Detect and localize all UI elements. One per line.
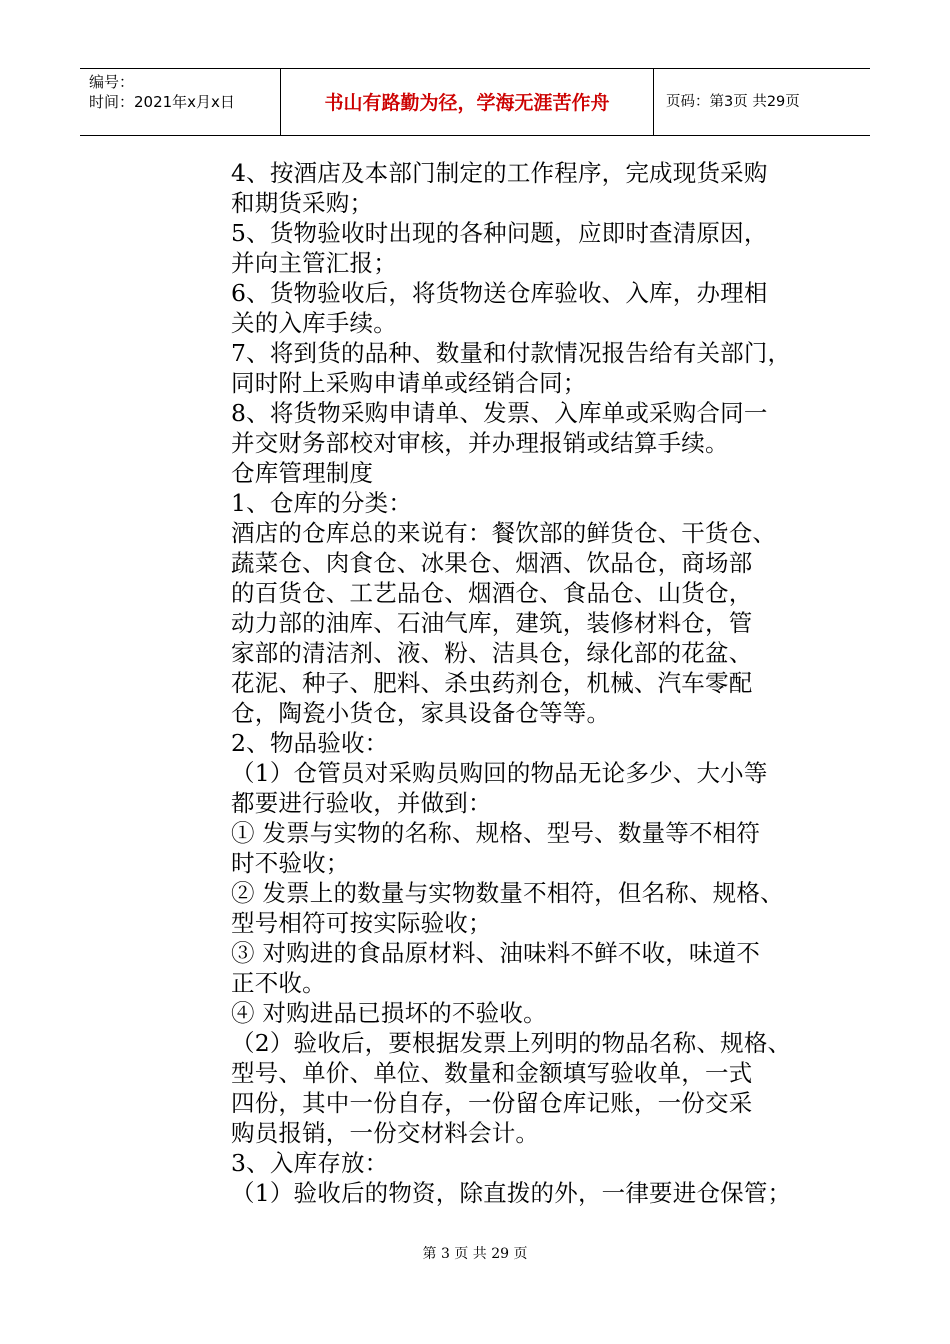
- header-motto-cell: [281, 69, 654, 135]
- header-motto: 书山有路勤为径，学海无涯苦作舟: [324, 92, 610, 114]
- page-footer: 第 3 页 共 29 页: [422, 1246, 528, 1262]
- body-line: 仓库管理制度: [231, 459, 374, 487]
- body-line: （1）仓管员对采购员购回的物品无论多少、大小等: [231, 759, 768, 787]
- body-line: 和期货采购；: [231, 189, 374, 217]
- body-line: 动力部的油库、石油气库，建筑，装修材料仓，管: [231, 609, 753, 637]
- body-line: 关的入库手续。: [231, 309, 397, 337]
- body-line: 正不收。: [231, 969, 326, 997]
- body-line: 型号相符可按实际验收；: [231, 909, 492, 937]
- body-line: （1）验收后的物资，除直拨的外，一律要进仓保管；: [231, 1179, 792, 1207]
- body-line: ③ 对购进的食品原材料、油味料不鲜不收，味道不: [231, 939, 761, 967]
- body-line: 8、将货物采购申请单、发票、入库单或采购合同一: [231, 399, 768, 427]
- body-line: 同时附上采购申请单或经销合同；: [231, 369, 587, 397]
- body-line: 1、仓库的分类：: [231, 489, 413, 517]
- header-page-cell: [654, 69, 870, 135]
- body-line: 型号、单价、单位、数量和金额填写验收单，一式: [231, 1059, 753, 1087]
- body-line: 四份，其中一份自存，一份留仓库记账，一份交采: [231, 1089, 753, 1117]
- document-number: 编号：: [89, 73, 135, 91]
- body-line: 仓，陶瓷小货仓，家具设备仓等等。: [231, 699, 611, 727]
- body-line: ② 发票上的数量与实物数量不相符，但名称、规格、: [231, 879, 784, 907]
- body-line: （2）验收后，要根据发票上列明的物品名称、规格、: [231, 1029, 792, 1057]
- body-line: 6、货物验收后，将货物送仓库验收、入库，办理相: [231, 279, 768, 307]
- body-line: 家部的清洁剂、液、粉、洁具仓，绿化部的花盆、: [231, 639, 753, 667]
- document-body: [231, 158, 831, 1208]
- body-line: ④ 对购进品已损坏的不验收。: [231, 999, 547, 1027]
- body-line: 2、物品验收：: [231, 729, 389, 757]
- document-time: 时间：2021年x月x日: [89, 93, 235, 111]
- body-line: 酒店的仓库总的来说有：餐饮部的鲜货仓、干货仓、: [231, 519, 777, 547]
- body-line: 蔬菜仓、肉食仓、冰果仓、烟酒、饮品仓，商场部: [231, 549, 753, 577]
- body-line: 都要进行验收，并做到：: [231, 789, 492, 817]
- body-line: 时不验收；: [231, 849, 350, 877]
- body-line: 并交财务部校对审核，并办理报销或结算手续。: [231, 429, 729, 457]
- body-line: 3、入库存放：: [231, 1149, 389, 1177]
- header-meta-cell: [80, 69, 281, 135]
- body-line: 4、按酒店及本部门制定的工作程序，完成现货采购: [231, 159, 768, 187]
- body-line: 购员报销，一份交材料会计。: [231, 1119, 540, 1147]
- body-line: ① 发票与实物的名称、规格、型号、数量等不相符: [231, 819, 761, 847]
- page-header: [80, 68, 870, 136]
- body-line: 7、将到货的品种、数量和付款情况报告给有关部门，: [231, 339, 792, 367]
- body-line: 5、货物验收时出现的各种问题，应即时查清原因，: [231, 219, 768, 247]
- body-line: 花泥、种子、肥料、杀虫药剂仓，机械、汽车零配: [231, 669, 753, 697]
- body-line: 的百货仓、工艺品仓、烟酒仓、食品仓、山货仓，: [231, 579, 753, 607]
- header-page-code: 页码：第3页 共29页: [666, 94, 800, 110]
- body-line: 并向主管汇报；: [231, 249, 397, 277]
